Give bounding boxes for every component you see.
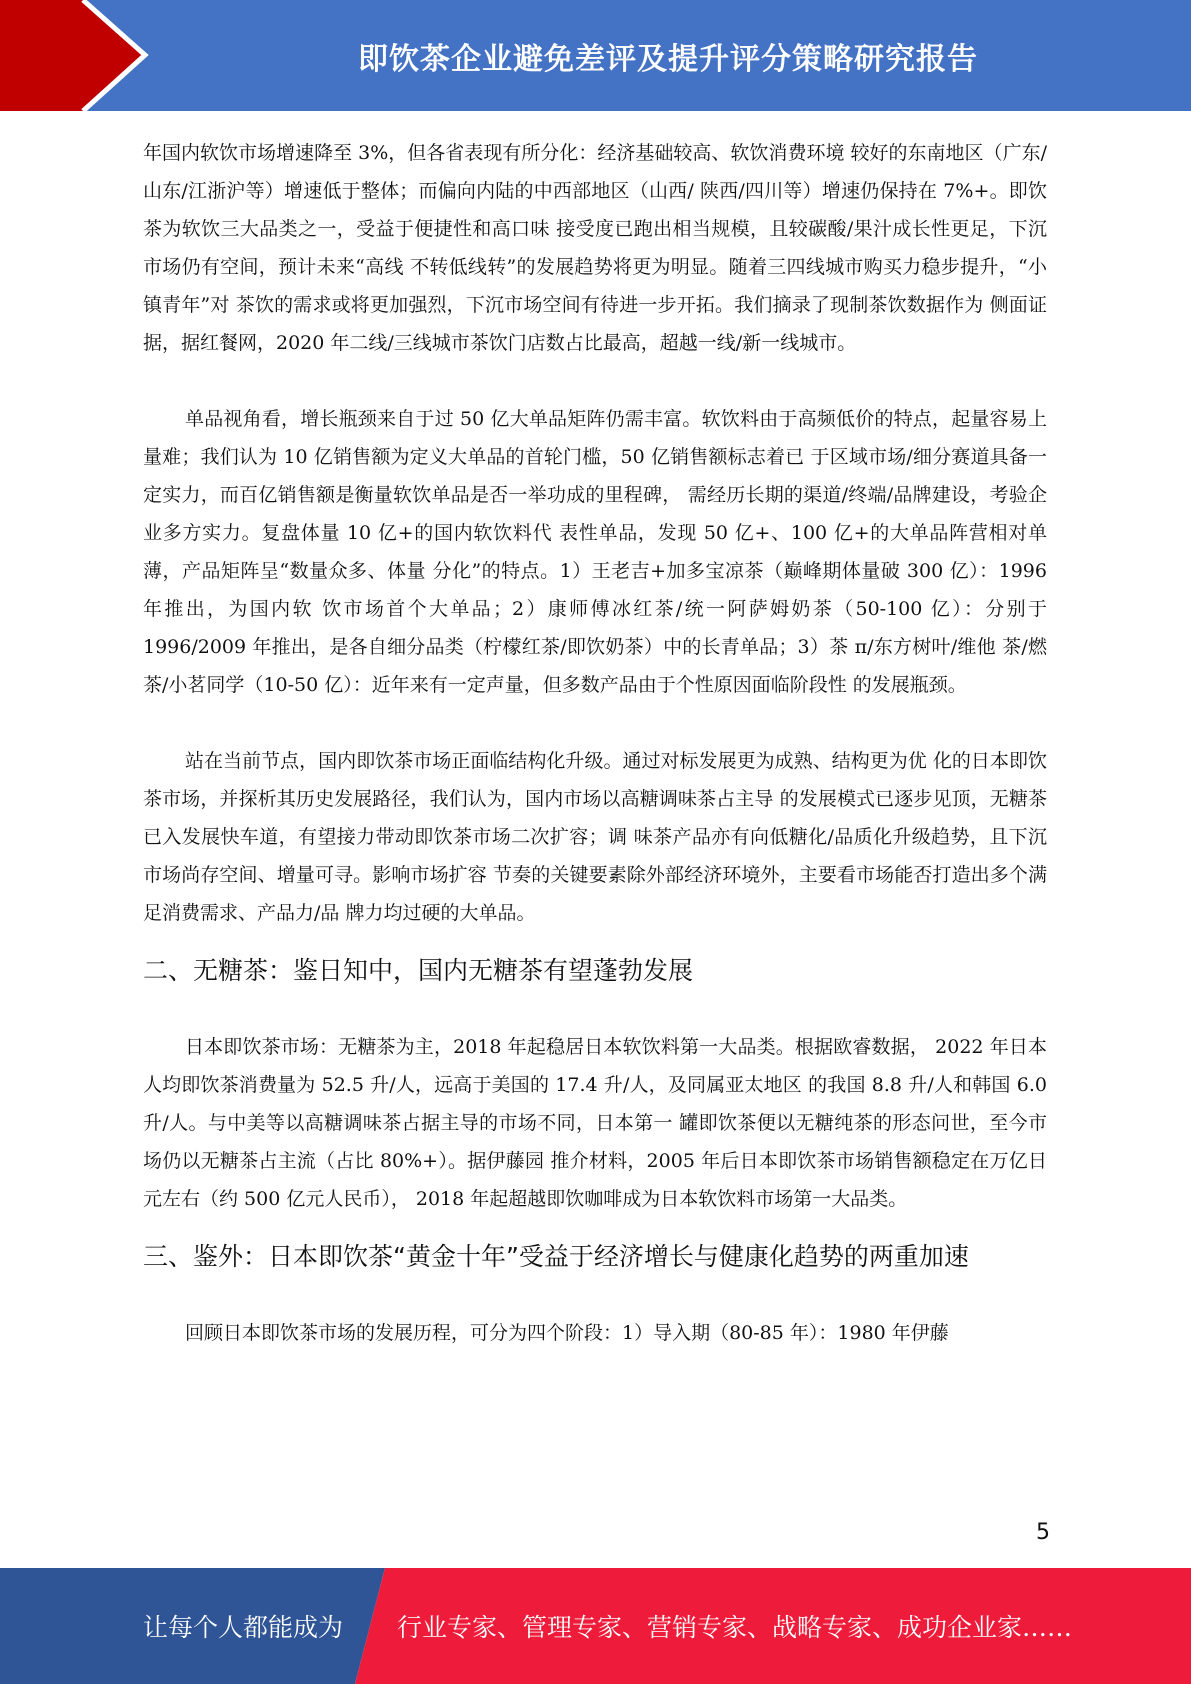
paragraph-japan-history: 回顾日本即饮茶市场的发展历程，可分为四个阶段：1）导入期（80-85 年）：1980 年伊藤 [185, 1322, 949, 1344]
footer-slogan-left: 让每个人都能成为 [143, 1613, 344, 1642]
section-gap [143, 1276, 1047, 1314]
section-gap [143, 990, 1047, 1028]
header-title: 即饮茶企业避免差评及提升评分策略研究报告 [358, 41, 978, 77]
paragraph-gap [143, 362, 1047, 400]
page-number: 5 [1036, 1520, 1050, 1545]
paragraph-single-products: 单品视角看，增长瓶颈来自于过 50 亿大单品矩阵仍需丰富。软饮料由于高频低价的特点，起量容易上量难；我们认为 10 亿销售额为定义大单品的首轮门槛，50 亿销售额标志着已 于区域市场/细分赛道具备一定实力，而百亿销售额是衡量软饮单品是否一举功成的里程碑， 需经历长期的渠道/终端/品牌建设，考验企业多方实力。复盘体量 10 亿+的国内软饮料代 表性单品，发现 50 亿+、100 亿+的大单品阵营相对单薄，产品矩阵呈“数量众多、体量 分化”的特点。1）王老吉+加多宝凉茶（巅峰期体量破 300 亿）：1996 年推出，为国内软 饮市场首个大单品；2）康师傅冰红茶/统一阿萨姆奶茶（50-100 亿）：分别于 1996/2009 年推出，是各自细分品类（柠檬红茶/即饮奶茶）中的长青单品；3）茶 π/东方树叶/维他 茶/燃茶/小茗同学（10-50 亿）：近年来有一定声量，但多数产品由于个性原因面临阶段性 的发展瓶颈。 [143, 408, 1047, 696]
page-footer [0, 1568, 1191, 1684]
paragraph-market-upgrade: 站在当前节点，国内即饮茶市场正面临结构化升级。通过对标发展更为成熟、结构更为优 化的日本即饮茶市场，并探析其历史发展路径，我们认为，国内市场以高糖调味茶占主导 的发展模式已逐步见顶，无糖茶已入发展快车道，有望接力带动即饮茶市场二次扩容；调 味茶产品亦有向低糖化/品质化升级趋势，且下沉市场尚存空间、增量可寻。影响市场扩容 节奏的关键要素除外部经济环境外，主要看市场能否打造出多个满足消费需求、产品力/品 牌力均过硬的大单品。 [143, 750, 1047, 924]
paragraph-gap [143, 704, 1047, 742]
footer-slogan-right: 行业专家、管理专家、营销专家、战略专家、成功企业家…… [397, 1613, 1073, 1642]
paragraph-japan-market: 日本即饮茶市场：无糖茶为主，2018 年起稳居日本软饮料第一大品类。根据欧睿数据， 2022 年日本人均即饮茶消费量为 52.5 升/人，远高于美国的 17.4 升/人，及同属亚太地区 的我国 8.8 升/人和韩国 6.0 升/人。与中美等以高糖调味茶占据主导的市场不同，日本第一 罐即饮茶便以无糖纯茶的形态问世，至今市场仍以无糖茶占主流（占比 80%+）。据伊藤园 推介材料，2005 年后日本即饮茶市场销售额稳定在万亿日元左右（约 500 亿元人民币）， 2018 年起超越即饮咖啡成为日本软饮料市场第一大品类。 [143, 1036, 1047, 1210]
section-gap [143, 932, 1047, 952]
page-header [0, 0, 1191, 111]
section-heading-sugar-free: 二、无糖茶：鉴日知中，国内无糖茶有望蓬勃发展 [143, 956, 694, 985]
section-gap [143, 1218, 1047, 1238]
section-heading-japan-golden-decade: 三、鉴外：日本即饮茶“黄金十年”受益于经济增长与健康化趋势的两重加速 [143, 1242, 969, 1271]
paragraph-market-regions: 年国内软饮市场增速降至 3%，但各省表现有所分化：经济基础较高、软饮消费环境 较好的东南地区（广东/山东/江浙沪等）增速低于整体；而偏向内陆的中西部地区（山西/ 陕西/四川等）增速仍保持在 7%+。即饮茶为软饮三大品类之一，受益于便捷性和高口味 接受度已跑出相当规模，且较碳酸/果汁成长性更足，下沉市场仍有空间，预计未来“高线 不转低线转”的发展趋势将更为明显。随着三四线城市购买力稳步提升，“小镇青年”对 茶饮的需求或将更加强烈，下沉市场空间有待进一步开拓。我们摘录了现制茶饮数据作为 侧面证据，据红餐网，2020 年二线/三线城市茶饮门店数占比最高，超越一线/新一线城市。 [143, 142, 1047, 354]
report-body [143, 134, 1047, 1352]
